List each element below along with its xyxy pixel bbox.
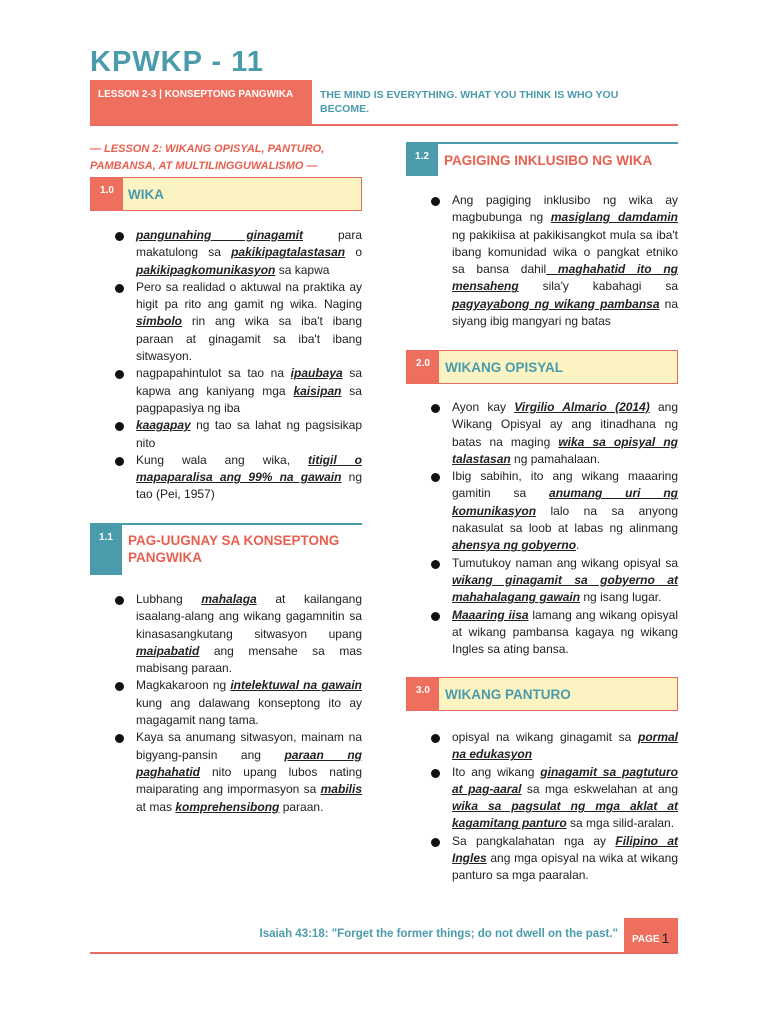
text-run: sa mga silid-aralan. [566,816,675,831]
list-item [426,729,678,764]
footer-quote: Isaiah 43:18: "Forget the former things; do not dwell on the past." [259,928,618,940]
list-item [110,729,362,815]
emphasized-term: komprehensibong [175,799,280,814]
bullet-list-wika [110,227,362,504]
emphasized-term: pangunahing ginagamit [136,228,303,242]
bullet-list-panturo [426,729,678,885]
emphasized-term: masiglang damdamin [550,210,678,225]
page-title: KPWKP - 11 [90,46,264,78]
text-run: nagpapahintulot sa tao na [136,366,291,381]
emphasized-term: paraan ng paghahatid [136,747,362,779]
list-item [110,279,362,365]
text-run: ang Wikang Opisyal ay ang itinadhana ng batas na maging [452,400,679,449]
section-header-pag-uugnay [90,523,362,575]
emphasized-term: ahensya ng gobyerno [452,538,577,553]
emphasized-term: mahalaga [201,592,257,606]
text-run: ng pamahalaan. [510,451,601,466]
list-item [110,677,362,729]
lesson-label: LESSON 2-3 | KONSEPTONG PANGWIKA [90,80,312,124]
section-title: WIKA [128,187,164,202]
text-run: ang mga opisyal na wika at wikang panturo sa mga paaralan. [452,851,678,883]
list-item [426,399,678,468]
section-header-opisyal [406,350,678,384]
section-header-wika [90,177,362,211]
text-run: sila'y kabahagi sa [518,279,678,294]
text-run: at kailangang isaalang-alang ang wikang gagamnitin sa kinasasangkutang sitwasyon upang [136,592,362,641]
bullet-list-inklusibo [426,192,678,330]
emphasized-term: Virgilio Almario (2014) [514,400,650,414]
text-run: sa kapwa [275,262,330,277]
text-run: Kaya sa anumang sitwasyon, mainam na bigyang-pansin ang [136,730,362,762]
emphasized-term: Filipino at Ingles [452,833,678,866]
page-label: PAGE [632,934,660,945]
text-run: opisyal na wikang ginagamit sa [452,730,638,744]
section-title: WIKANG PANTURO [445,687,571,702]
section-header-panturo [406,677,678,711]
emphasized-term: maipabatid [136,643,200,658]
emphasized-term: anumang uri ng komunikasyon [452,486,678,518]
emphasized-term: titigil o mapaparalisa ang 99% na gawain [136,452,362,485]
text-run: ng isang lugar. [580,590,662,605]
text-run: Ayon kay [452,400,515,414]
text-run: lamang ang wikang opisyal at wikang pambansa kagaya ng wikang Ingles sa ating bansa. [452,607,679,657]
emphasized-term: pagyayabong ng wikang pambansa [452,296,660,311]
text-run: . [576,538,580,553]
text-run: sa mga eskwelahan at ang [521,781,679,796]
list-item [110,365,362,417]
text-run: sa pagpapasiya ng iba [136,383,362,415]
emphasized-term: kaagapay [136,418,191,433]
emphasized-term: mabilis [320,782,362,797]
text-run: Kung wala ang wika, [136,452,309,467]
list-item [426,468,678,554]
list-item [110,452,362,504]
emphasized-term: Maaaring iisa [452,607,529,622]
text-run: rin ang wika sa iba't ibang paraan at ginagamit sa iba't ibang sitwasyon. [136,314,362,364]
list-item [426,764,678,833]
emphasized-term: pakikipagkomunikasyon [136,262,276,277]
list-item [426,833,678,885]
list-item [426,555,678,607]
emphasized-term: intelektuwal na gawain [230,678,362,693]
text-run: para makatulong sa [136,228,362,260]
list-item [110,227,362,279]
section-number: 3.0 [407,678,439,710]
text-run: lalo na sa anyong nakasulat sa loob at labas ng alinmang [452,503,678,536]
emphasized-term: wika sa opisyal ng talastasan [452,434,679,466]
section-number: 2.0 [407,351,439,383]
list-item [426,607,678,659]
section-number: 1.2 [406,144,438,176]
text-run: Sa pangkalahatan nga ay [452,833,616,848]
emphasized-term: wika sa pagsulat ng mga aklat at kagamitang panturo [452,799,678,831]
text-run: o [345,245,362,260]
emphasized-term: simbolo [136,314,183,329]
list-item [110,417,362,452]
header-band [90,80,678,126]
text-run: sa kapwa ang kaniyang mga [136,366,362,398]
text-run: nito upang lubos nating maiparating ang impormasyon sa [136,764,362,797]
section-number: 1.0 [91,178,123,210]
lesson-heading: — LESSON 2: WIKANG OPISYAL, PANTURO, PAMBANSA, AT MULTILINGGUWALISMO — [90,143,325,172]
section-title: WIKANG OPISYAL [445,360,564,375]
emphasized-term: wikang ginagamit sa gobyerno at mahahalagang gawain [452,572,678,605]
text-run: paraan. [279,799,324,814]
text-run: at mas [136,799,176,814]
section-title: PAGIGING INKLUSIBO NG WIKA [444,153,653,168]
section-title: PAG-UUGNAY SA KONSEPTONG PANGWIKA [128,533,340,565]
text-run: Lubhang [136,592,202,606]
emphasized-term: pakikipagtalastasan [231,245,346,260]
page-number-box [624,918,678,952]
text-run: ang mensahe sa mas mabisang paraan. [136,643,362,676]
text-run: Ibig sabihin, ito ang wikang maaaring gamitin sa [452,469,678,501]
footer [90,918,678,954]
text-run: Tumutukoy naman ang wikang opisyal sa [452,555,678,570]
emphasized-term: pormal na edukasyon [452,730,678,762]
text-run: na siyang ibig mangyari ng batas [452,296,678,329]
list-item [110,591,362,677]
motto: THE MIND IS EVERYTHING. WHAT YOU THINK IS WHO YOU BECOME. [320,89,619,115]
emphasized-term: ipaubaya [290,366,343,381]
text-run: Ang pagiging inklusibo ng wika ay magbubunga ng [452,193,678,225]
bullet-list-pag-uugnay [110,591,362,816]
text-run: Pero sa realidad o aktuwal na praktika ay higit pa rito ang gamit ng wika. Naging [136,279,362,312]
list-item [426,192,678,330]
emphasized-term: maghahatid ito ng mensaheng [452,262,678,294]
text-run: ng tao (Pei, 1957) [136,470,362,502]
text-run: ng pakikiisa at pakikisangkot mula sa iba't ibang komunidad wika o pangkat etniko sa bansa dahil [452,227,678,277]
emphasized-term: kaisipan [293,383,342,398]
text-run: Magkakaroon ng [136,678,231,693]
section-header-inklusibo [406,142,678,176]
text-run: ng tao sa lahat ng pagsisikap nito [136,418,362,450]
emphasized-term: ginagamit sa pagtuturo at pag-aaral [452,764,678,796]
bullet-list-opisyal [426,399,678,658]
section-number: 1.1 [90,525,122,575]
page-number: 1 [661,930,670,946]
text-run: kung ang dalawang konseptong ito ay magagamit nang tama. [136,695,362,728]
text-run: Ito ang wikang [452,764,541,779]
